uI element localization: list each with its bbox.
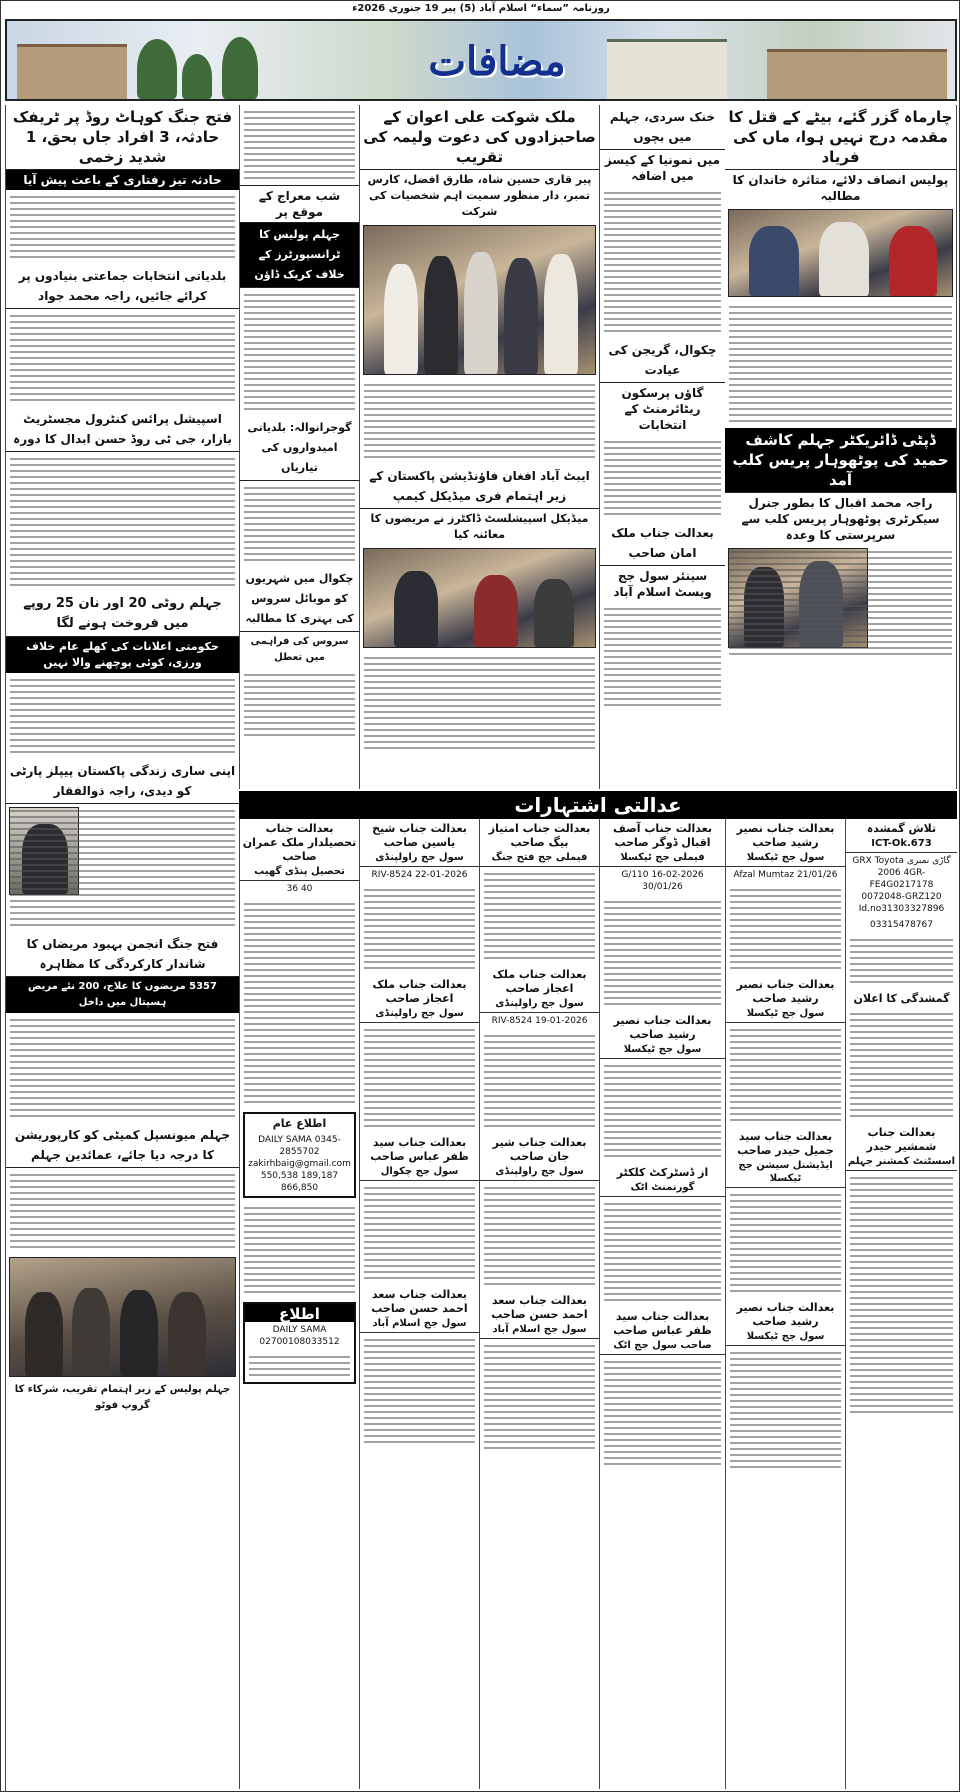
ad-title: اطلاع <box>245 1304 354 1322</box>
banner-tree <box>137 39 177 99</box>
subheadline: 5357 مریضوں کا علاج، 200 نئے مریض ہسپتال میں داخل <box>6 977 239 1013</box>
photo-group <box>9 1257 236 1377</box>
notice-judge: سول جج ٹیکسلا <box>726 851 845 867</box>
public-notice-title: اطلاع عام <box>272 1117 327 1130</box>
notice-body <box>240 897 359 1109</box>
legal-col-c <box>599 819 725 1789</box>
notice-text: G/110 16-02-2026 30/01/26 <box>621 870 704 892</box>
notice-judge: ICT-Ok.673 <box>846 837 957 853</box>
headline: بلدیاتی انتخابات جماعتی بنیادوں پر کرائے جائیں، راجہ محمد جواد <box>6 264 239 309</box>
notice-body <box>846 1007 957 1123</box>
notice-court: بعدالت جناب ملک اعجاز صاحب <box>492 968 587 995</box>
article-text <box>6 1013 239 1123</box>
notice-judge: سول جج ٹیکسلا <box>726 1330 845 1346</box>
photo-figure <box>504 258 538 374</box>
notice-body <box>726 1023 845 1127</box>
banner-building-center <box>607 39 727 99</box>
photo-wedding-reception <box>363 225 596 375</box>
photo-figure <box>72 1288 110 1376</box>
photo-figure <box>889 226 937 296</box>
column-2 <box>239 105 359 789</box>
photo-figure <box>120 1290 158 1376</box>
headline: گوجرانوالہ: بلدیاتی امیدواروں کی تیاریاں <box>240 416 359 481</box>
public-notice-box <box>243 1112 356 1198</box>
article-text <box>240 481 359 567</box>
headline: جہلم میونسپل کمیٹی کو کارپوریشن کا درجہ دیا جائے، عمائدین جہلم <box>6 1123 239 1168</box>
notice-judge: فیملی جج ٹیکسلا <box>600 851 725 867</box>
column-3 <box>359 105 599 789</box>
notice-judge: صاحب سول جج اٹک <box>600 1339 725 1355</box>
notice-judge: سول جج راولپنڈی <box>360 851 479 867</box>
article-text <box>360 651 599 755</box>
notice-body <box>600 895 725 1011</box>
headline: چارماہ گزر گئے، بیٹے کے قتل کا مقدمہ درج نہیں ہوا، ماں کی فریاد <box>725 105 956 170</box>
notice-judge: اسسٹنٹ کمشنر جہلم <box>846 1155 957 1171</box>
notice-body <box>726 883 845 975</box>
headline: فتح جنگ انجمن بہبود مریضاں کا شاندار کارکردگی کا مظاہرہ <box>6 932 239 977</box>
notice-judge: سول جج راولپنڈی <box>360 1007 479 1023</box>
notice-court: گمشدگی کا اعلان <box>853 992 950 1005</box>
legal-col-f <box>239 819 359 1789</box>
article-text <box>725 300 956 428</box>
notice-court: از ڈسٹرکٹ کلکٹر <box>616 1166 709 1179</box>
notice-judge: سول جج اسلام آباد <box>480 1323 599 1339</box>
notice-body <box>480 867 599 965</box>
notice-court: بعدالت جناب سعد احمد حسن صاحب <box>491 1294 588 1321</box>
notice-court: تلاش گمشدہ <box>866 822 937 835</box>
notice-judge: گورنمنٹ اٹک <box>600 1181 725 1197</box>
notice-judge: سول جج ٹیکسلا <box>600 1043 725 1059</box>
photo-figure <box>424 256 458 374</box>
headline: ڈپٹی ڈائریکٹر جہلم کاشف حمید کی پوٹھوہار پریس کلب آمد <box>725 428 956 493</box>
subheadline: پیر قاری حسین شاہ، طارق افضل، کارس تمبر، دار منظور سمیت اہم شخصیات کی شرکت <box>367 173 592 218</box>
notice-body <box>360 1023 479 1133</box>
notice-body <box>360 883 479 975</box>
column-1 <box>5 105 239 1792</box>
subheadline: گاؤں پرسکون ریٹائرمنٹ کے انتخابات <box>621 386 704 432</box>
notice-court: بعدالت جناب سعد احمد حسن صاحب <box>371 1288 468 1315</box>
article-text <box>6 190 239 264</box>
photo-figure <box>384 264 418 374</box>
notice-body <box>480 1029 599 1133</box>
notice-body <box>240 1201 359 1299</box>
notice-body <box>480 1339 599 1455</box>
notice-text: 40 36 <box>286 884 313 894</box>
notice-court: بعدالت جناب امتیاز بیگ صاحب <box>488 822 591 849</box>
legal-col-a <box>845 819 957 1789</box>
notice-body <box>726 1346 845 1474</box>
notice-court: بعدالت جناب نصیر رشید صاحب <box>736 978 835 1005</box>
subheadline: سروس کی فراہمی میں تعطل <box>250 636 349 663</box>
headline: جہلم پولیس کا ٹرانسپورٹرز کے خلاف کریک ڈاؤن <box>240 223 359 288</box>
notice-court: بعدالت جناب نصیر رشید صاحب <box>736 1301 835 1328</box>
photo-medical-camp <box>363 548 596 648</box>
notice-body <box>360 1181 479 1285</box>
subheadline: حادثہ تیز رفتاری کے باعث پیش آیا <box>6 170 239 190</box>
notice-court: بعدالت جناب ملک اعجاز صاحب <box>372 978 467 1005</box>
subheadline: سینئر سول جج ویسٹ اسلام آباد <box>613 569 712 599</box>
article-text <box>240 668 359 742</box>
notice-court: بعدالت جناب تحصیلدار ملک عمران صاحب <box>242 822 357 863</box>
photo-figure <box>25 1292 63 1376</box>
notice-court: بعدالت جناب شیخ یاسین صاحب <box>372 822 467 849</box>
notice-court: بعدالت جناب سید ظفر عباس صاحب <box>370 1136 469 1163</box>
subheadline: پولیس انصاف دلائے، متاثرہ خاندان کا مطالبہ <box>732 173 949 203</box>
notice-text: RIV-8524 19-01-2026 <box>491 1016 588 1026</box>
notice-judge: فیملی جج فتح جنگ <box>480 851 599 867</box>
article-text <box>240 288 359 416</box>
notice-body <box>726 1188 845 1298</box>
notice-text: 22-01-2026 RIV-8524 <box>371 870 468 880</box>
article-text <box>6 1168 239 1254</box>
article-text <box>240 105 359 185</box>
notice-court: بعدالت جناب سید ظفر عباس صاحب <box>613 1310 712 1337</box>
legal-col-b <box>725 819 845 1789</box>
article-text <box>600 435 725 521</box>
article-text <box>360 378 599 464</box>
photo-figure <box>168 1292 206 1376</box>
photo-figure <box>749 226 799 296</box>
headline: چکوال میں شہریوں کو موبائل سروس کی بہتری کا مطالبہ <box>240 567 359 632</box>
notice-judge: سول جج ٹیکسلا <box>726 1007 845 1023</box>
notice-text: گاڑی نمبری GRX Toyota 2006 4GR-FE4G0217178 0072048-GRZ120 Id.no31303327896 <box>852 856 951 914</box>
headline: خنک سردی، جہلم میں بچوں <box>600 105 725 150</box>
article-text <box>6 452 239 592</box>
banner-tree <box>222 37 258 99</box>
photo-figure <box>534 579 574 647</box>
subheadline: راجہ محمد اقبال کا بطور جنرل سیکرٹری پوٹھوہار پریس کلب سے سرپرستی کا وعدہ <box>741 496 940 542</box>
notice-judge: سول جج راولپنڈی <box>480 997 599 1013</box>
headline: ملک شوکت علی اعوان کے صاحبزادوں کی دعوت ولیمہ کی تقریب <box>360 105 599 170</box>
notice-phone: 03315478767 <box>870 920 933 930</box>
subheadline: میڈیکل اسپیشلسٹ ڈاکٹرز نے مریضوں کا معائنہ کیا <box>370 512 589 541</box>
notice-court: بعدالت جناب شمشیر حیدر <box>866 1126 937 1153</box>
banner-building-right <box>767 49 947 99</box>
legal-col-d <box>479 819 599 1789</box>
headline: فتح جنگ کوہاٹ روڈ پر ٹریفک حادثہ، 3 افراد جاں بحق، 1 شدید زخمی <box>6 105 239 170</box>
headline: اسپیشل پرائس کنٹرول مجسٹریٹ بازار، جی ٹی روڈ حسن ابدال کا دورہ <box>6 407 239 452</box>
headline: اپنی ساری زندگی پاکستان پیپلز پارٹی کو دیدی، راجہ ذوالفقار <box>6 759 239 804</box>
section-banner <box>5 19 957 101</box>
headline: ایبٹ آباد افغان فاؤنڈیشن پاکستان کے زیر اہتمام فری میڈیکل کیمپ <box>360 464 599 509</box>
column-4 <box>599 105 725 789</box>
notice-judge: سول جج اسلام آباد <box>360 1317 479 1333</box>
photo-figure <box>544 254 578 374</box>
article-text <box>600 602 725 712</box>
column-5 <box>725 105 957 789</box>
photo-figure <box>464 252 498 374</box>
subheadline: حکومتی اعلانات کی کھلے عام خلاف ورزی، کوئی پوچھنے والا نہیں <box>6 637 239 673</box>
notice-body <box>600 1355 725 1471</box>
masthead: روزنامہ ”سماء“ اسلام آباد (5) پیر 19 جنوری 2026ء <box>352 3 610 14</box>
article-text <box>6 673 239 759</box>
subheadline: میں نمونیا کے کیسز میں اضافہ <box>604 153 721 183</box>
banner-building-left <box>17 44 127 99</box>
notice-court: بعدالت جناب سید جمیل حیدر صاحب <box>737 1130 834 1157</box>
notice-court: بعدالت جناب نصیر رشید صاحب <box>736 822 835 849</box>
notice-body <box>360 1333 479 1449</box>
photo-figure <box>394 571 438 647</box>
headline: بعدالت جناب ملک امان صاحب <box>600 521 725 566</box>
section-title: مضافات <box>428 38 566 85</box>
notice-body <box>846 1171 957 1419</box>
notice-body <box>600 1059 725 1163</box>
notice-judge: تحصیل پنڈی گھیب <box>240 865 359 881</box>
ad-text: DAILY SAMA 02700108033512 <box>259 1325 340 1347</box>
notice-judge: سول جج چکوال <box>360 1165 479 1181</box>
legal-section-title: عدالتی اشتہارات <box>239 791 957 819</box>
notice-court: بعدالت جناب آصف اقبال ڈوگر صاحب <box>613 822 712 849</box>
notice-court: بعدالت جناب شیر جان صاحب <box>492 1136 587 1163</box>
photo-figure <box>474 575 518 647</box>
subheadline: شب معراج کے موقع پر <box>240 185 359 223</box>
article-text <box>6 309 239 407</box>
notice-body <box>600 1197 725 1307</box>
headline: چکوال، گریجن کی عیادت <box>600 338 725 383</box>
notice-judge: ایڈیشنل سیشن جج ٹیکسلا <box>726 1159 845 1188</box>
notice-body <box>846 933 957 989</box>
ad-body <box>245 1350 354 1382</box>
article-text <box>600 186 725 338</box>
photo-family <box>728 209 953 297</box>
notice-text: Afzal Mumtaz 21/01/26 <box>733 870 838 880</box>
photo-figure <box>819 222 869 296</box>
photo-caption: جہلم پولیس کے زیر اہتمام تقریب، شرکاء کا گروپ فوٹو <box>14 1384 231 1411</box>
headline: جہلم روٹی 20 اور نان 25 روپے میں فروخت ہونے لگا <box>6 592 239 637</box>
ad-box <box>243 1302 356 1384</box>
notice-judge: سول جج راولپنڈی <box>480 1165 599 1181</box>
notice-court: بعدالت جناب نصیر رشید صاحب <box>613 1014 712 1041</box>
public-notice-text: DAILY SAMA 0345-2855702 zakirhbaig@gmail.com 550,538 189,187 866,850 <box>248 1135 351 1193</box>
notice-body <box>480 1181 599 1291</box>
banner-tree <box>182 54 212 99</box>
legal-col-e <box>359 819 479 1789</box>
